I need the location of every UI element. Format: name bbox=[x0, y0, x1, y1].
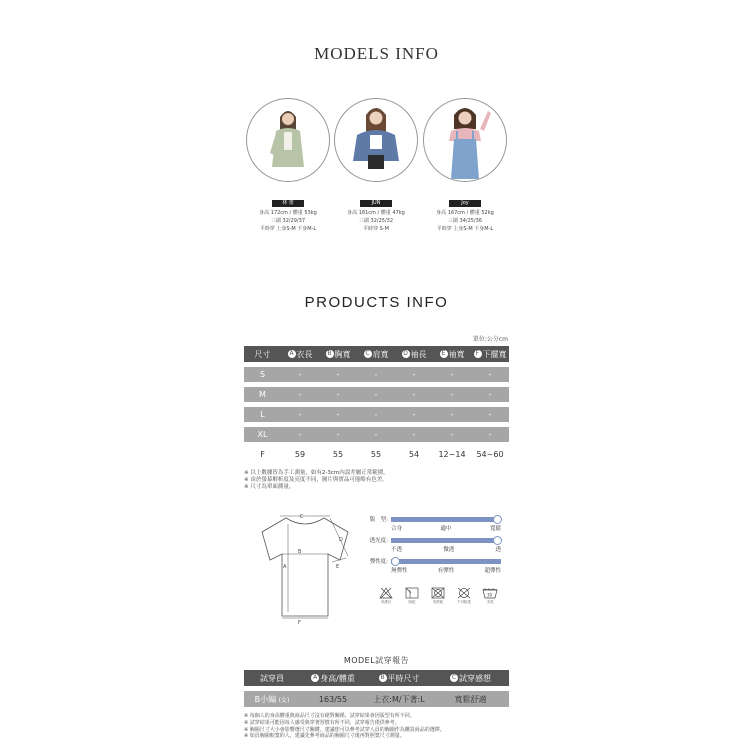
models-info-title: MODELS INFO bbox=[314, 44, 439, 63]
table-row: XL - - - - - - bbox=[244, 427, 509, 442]
no-dry-clean-icon: 不可乾洗 bbox=[455, 587, 473, 605]
table-row: M - - - - - - bbox=[244, 387, 509, 402]
header-hem-width: F 下擺寬 bbox=[471, 349, 509, 360]
elasticity-slider-row: 彈性度: 無彈性 有彈性 超彈性 bbox=[369, 559, 501, 574]
measurement-notes: ※ 以上數據皆為手工測量，如有2-3cm內誤差屬正常範圍。 ※ 由於螢幕解析度及亮度不同，圖片與實品可能略有色差。 ※ 尺寸為單面測量。 bbox=[244, 470, 389, 490]
no-tumble-dry-icon: 勿烘乾 bbox=[429, 587, 447, 605]
sheerness-slider-row: 透光度: 不透 微透 透 bbox=[369, 538, 501, 553]
hang-dry-icon: 陰乾 bbox=[403, 587, 421, 605]
header-shoulder: C 肩寬 bbox=[365, 349, 389, 359]
sheerness-slider-track bbox=[391, 538, 501, 543]
unit-label: 單位:公分cm bbox=[472, 336, 508, 343]
model-card-3 bbox=[417, 98, 513, 233]
model-name: Joy bbox=[449, 200, 481, 207]
report-notes: ※ 每個人的身高體重與商品尺寸沒有絕對關係，試穿結果會因版型有所不同。 ※ 試穿結果可能因每人感受與穿著習慣有所不同，試穿報告僅供參考。 ※ 胸圍尺寸大小會影響選尺寸關鍵，建議您可以參考試穿人員的胸圍作為購買商品的選擇。 ※ 如員胸圍較寬的人，建議先參考商品的胸圍尺寸後再對照寬尺寸測量。 bbox=[244, 713, 445, 740]
table-row: S - - - - - - bbox=[244, 367, 509, 382]
fit-slider-knob bbox=[493, 515, 502, 524]
fabric-properties bbox=[364, 515, 514, 578]
no-bleach-icon: 勿漂白 bbox=[377, 587, 395, 605]
size-table bbox=[244, 346, 509, 467]
care-icons bbox=[377, 587, 499, 605]
elasticity-slider-knob bbox=[391, 557, 400, 566]
model-photo-1 bbox=[246, 98, 330, 182]
model-report-table bbox=[244, 670, 509, 712]
table-row: B小編 (女) 163/55 上衣:M/下著:L 寬鬆舒適 bbox=[244, 691, 509, 707]
model-stats: 身高 172cm / 體重 53kg 三圍 32/29/37 平時穿 上身S-M 下身M-L bbox=[259, 210, 317, 232]
label-c: C bbox=[300, 514, 304, 520]
header-sleeve-width: E 袖寬 bbox=[433, 349, 471, 360]
label-f: F bbox=[298, 620, 301, 626]
model-photo-3 bbox=[423, 98, 507, 182]
table-row: F 59 55 55 54 12~14 54~60 bbox=[244, 447, 509, 462]
sheerness-slider-knob bbox=[493, 536, 502, 545]
model-stats: 身高 161cm / 體重 47kg 三圍 32/25/32 平時穿 S-M bbox=[347, 210, 405, 232]
model-report-title: MODEL試穿報告 bbox=[343, 656, 410, 665]
model-photo-2 bbox=[334, 98, 418, 182]
label-d: D bbox=[339, 537, 343, 543]
label-b: B bbox=[298, 549, 302, 555]
header-length: A 衣長 bbox=[289, 349, 313, 359]
model-name: 林 蕾 bbox=[272, 200, 304, 207]
header-sleeve-length: D 袖長 bbox=[403, 349, 427, 359]
wash-30-icon: 30 手洗 bbox=[481, 587, 499, 605]
svg-text:30: 30 bbox=[487, 592, 493, 598]
model-card-1 bbox=[240, 98, 336, 233]
report-header: 試穿員 A 身高/體重 B 平時尺寸 C 試穿感想 bbox=[244, 670, 509, 686]
model-name: JUN bbox=[360, 200, 392, 207]
table-row: L - - - - - - bbox=[244, 407, 509, 422]
products-info-title: PRODUCTS INFO bbox=[304, 294, 449, 311]
label-a: A bbox=[283, 564, 287, 570]
fit-slider-track bbox=[391, 517, 501, 522]
header-chest: B 胸寬 bbox=[327, 349, 351, 359]
header-size: 尺寸 bbox=[254, 349, 271, 359]
garment-diagram bbox=[250, 510, 360, 634]
size-table-header bbox=[244, 346, 509, 362]
label-e: E bbox=[336, 564, 340, 570]
model-stats: 身高 167cm / 體重 52kg 三圍 34/25/36 平時穿 上身S-M 下身M-L bbox=[436, 210, 494, 232]
elasticity-slider-track bbox=[391, 559, 501, 564]
fit-slider-row: 版 型: 合身 適中 寬鬆 bbox=[369, 517, 501, 532]
model-card-2 bbox=[328, 98, 424, 233]
